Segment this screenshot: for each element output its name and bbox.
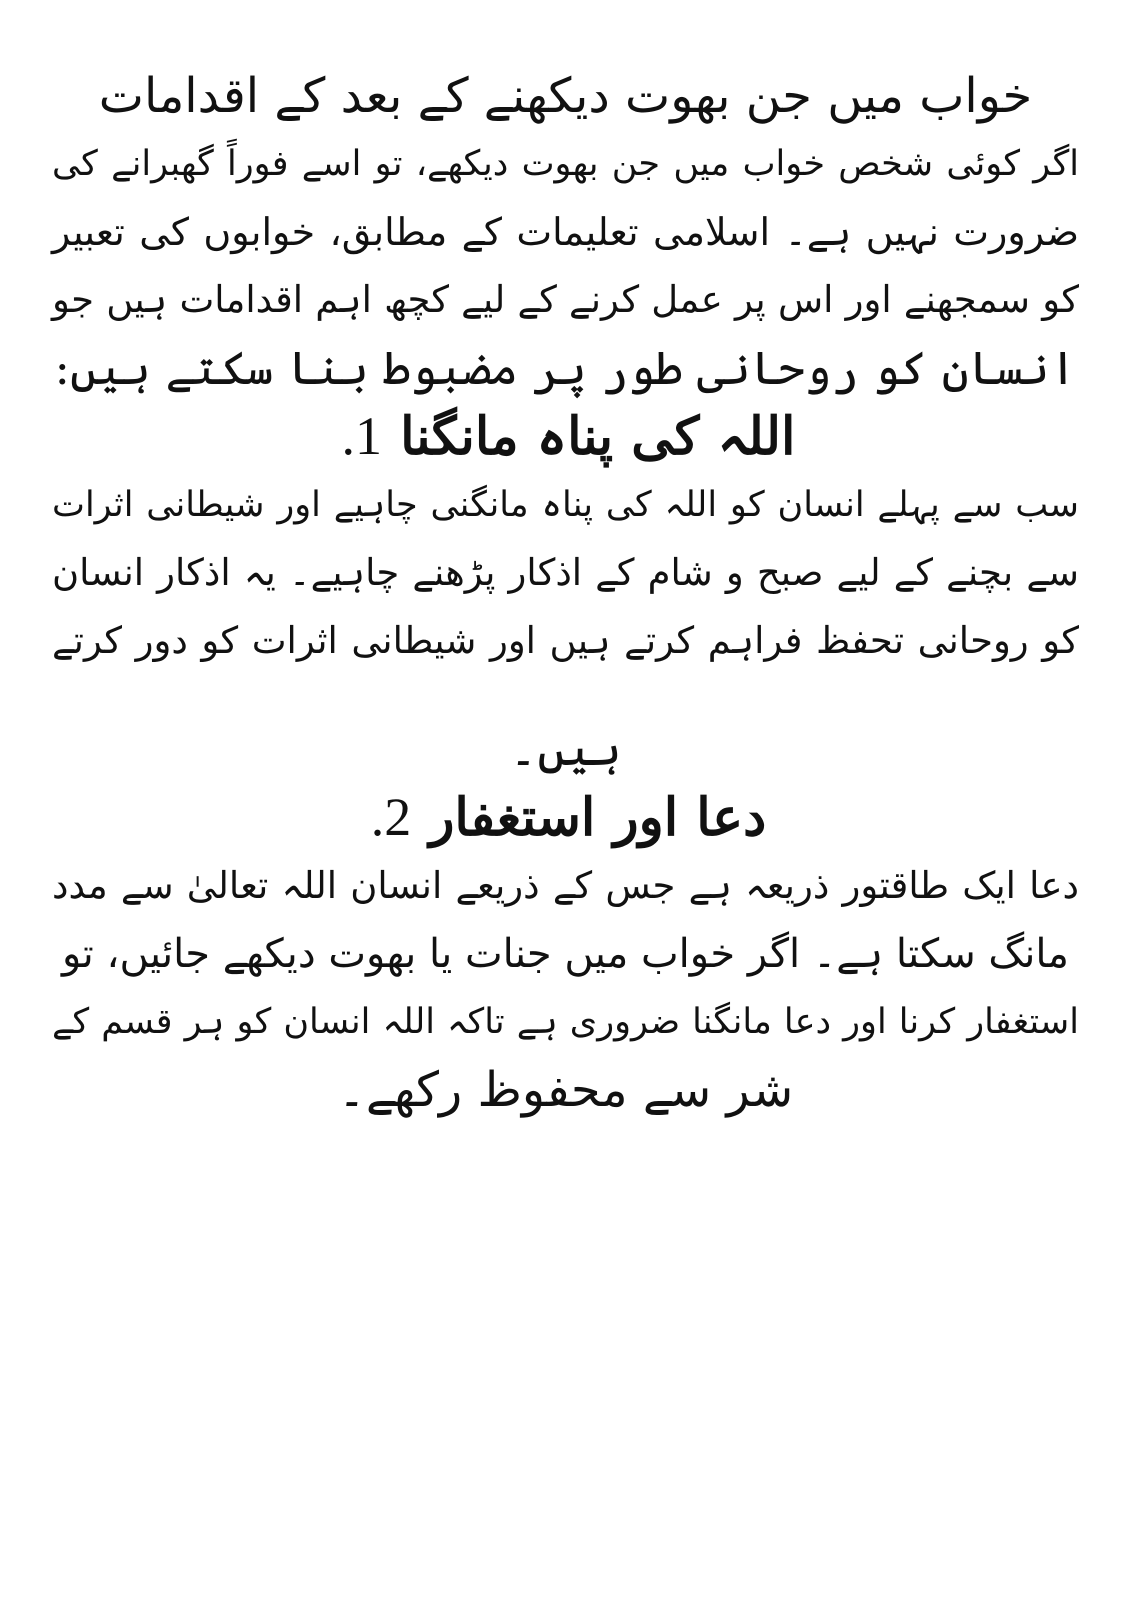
section-1-heading	[52, 402, 1079, 471]
section-1-heading-text: اللہ کی پناہ مانگنا	[400, 406, 796, 467]
section-2-heading-text: دعا اور استغفار	[429, 787, 767, 848]
section-1-line-2: سے بچنے کے لیے صبح و شام کے اذکار پڑھنے چاہیے۔ یہ اذکار انسان	[52, 551, 1079, 594]
section-1-line-3: کو روحانی تحفظ فراہم کرتے ہیں اور شیطانی اثرات کو دور کرتے	[52, 619, 1079, 662]
section-2-line-2: مانگ سکتا ہے۔ اگر خواب میں جنات یا بھوت دیکھے جائیں، تو	[62, 931, 1069, 977]
intro-line-2: ضرورت نہیں ہے۔ اسلامی تعلیمات کے مطابق، خوابوں کی تعبیر	[52, 210, 1079, 254]
page-title: خواب میں جن بھوت دیکھنے کے بعد کے اقدامات	[98, 68, 1033, 124]
section-2-line-3: استغفار کرنا اور دعا مانگنا ضروری ہے تاکہ اللہ انسان کو ہر قسم کے	[52, 1002, 1079, 1042]
section-2-number: 2.	[370, 787, 412, 847]
section-2-heading	[52, 783, 1079, 852]
section-1-number: 1.	[341, 406, 383, 466]
section-2-line-1: دعا ایک طاقتور ذریعہ ہے جس کے ذریعے انسان اللہ تعالیٰ سے مدد	[52, 864, 1079, 907]
spacer	[52, 675, 1079, 715]
intro-line-4: انسان کو روحانی طور پر مضبوط بنا سکتے ہیں:	[54, 341, 1077, 395]
intro-line-1: اگر کوئی شخص خواب میں جن بھوت دیکھے، تو اسے فوراً گھبرانے کی	[52, 144, 1079, 184]
section-1-line-4: ہیں۔	[509, 721, 622, 777]
section-1-line-1: سب سے پہلے انسان کو اللہ کی پناہ مانگنی چاہیے اور شیطانی اثرات	[52, 485, 1079, 525]
intro-line-3: کو سمجھنے اور اس پر عمل کرنے کے لیے کچھ اہم اقدامات ہیں جو	[52, 278, 1079, 321]
section-2-line-4: شر سے محفوظ رکھے۔	[337, 1062, 794, 1118]
